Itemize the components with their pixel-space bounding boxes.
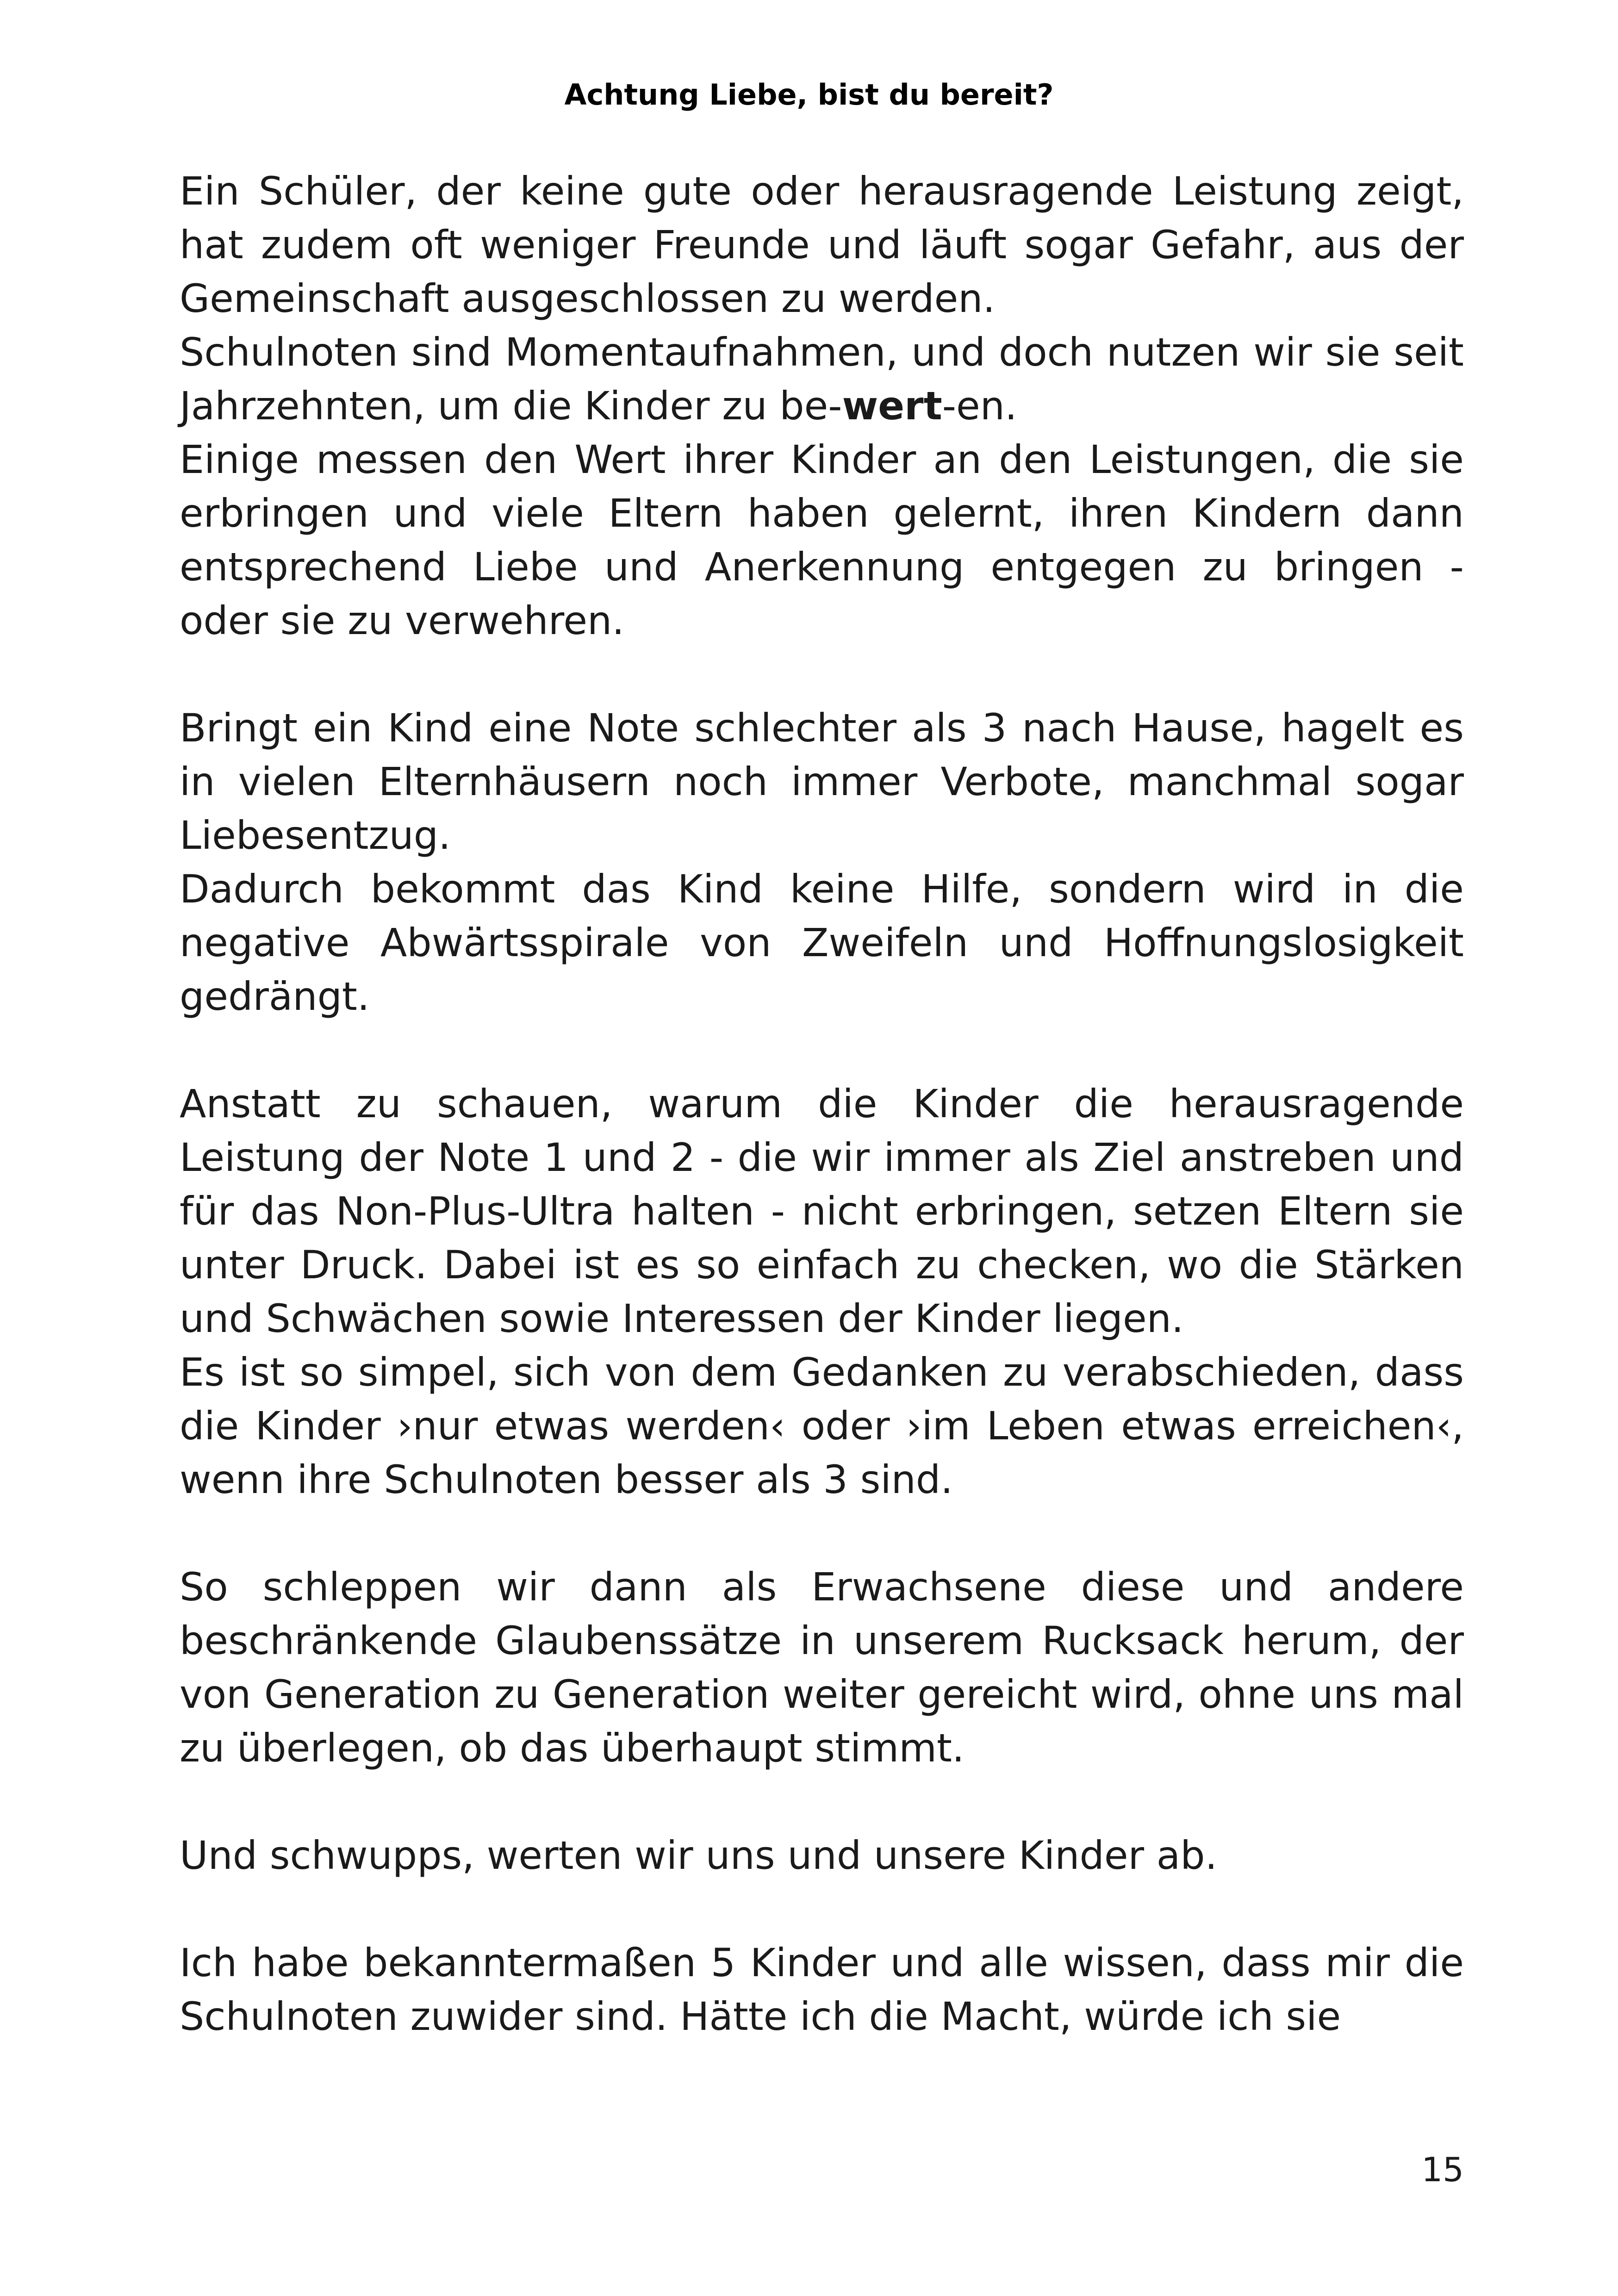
page-number: 15 — [1421, 2150, 1464, 2189]
paragraph-gap — [180, 1882, 1464, 1936]
paragraph — [180, 325, 1464, 433]
text-run: -en. — [942, 383, 1017, 429]
paragraph: Einige messen den Wert ihrer Kinder an den Leistungen, die sie erbringen und viele Eltern haben gelernt, ihren Kindern dann entsprechend Liebe und Anerkennung entgegen zu bringen - oder sie zu verwehren. — [180, 437, 1464, 643]
paragraph: Ich habe bekanntermaßen 5 Kinder und alle wissen, dass mir die Schulnoten zuwider sind. Hätte ich die Macht, würde ich sie — [180, 1940, 1464, 2039]
paragraph-gap — [180, 1023, 1464, 1077]
paragraph: So schleppen wir dann als Erwachsene diese und andere beschränkende Glaubenssätze in unserem Rucksack herum, der von Generation zu Generation weiter gereicht wird, ohne uns mal zu überlegen, ob das überhaupt stimmt. — [180, 1564, 1464, 1771]
paragraph: Anstatt zu schauen, warum die Kinder die herausragende Leistung der Note 1 und 2 - die wir immer als Ziel anstreben und für das Non-Plus-Ultra halten - nicht erbringen, setzen Eltern sie unter Druck. Dabei ist es so einfach zu checken, wo die Stärken und Schwächen sowie Interessen der Kinder liegen. — [180, 1081, 1464, 1341]
body-text — [180, 164, 1464, 2043]
page-title: Achtung Liebe, bist du bereit? — [564, 78, 1054, 112]
paragraph: Es ist so simpel, sich von dem Gedanken zu verabschieden, dass die Kinder ›nur etwas werden‹ oder ›im Leben etwas erreichen‹, wenn ihre Schulnoten besser als 3 sind. — [180, 1350, 1464, 1502]
emphasized-word: wert — [842, 383, 942, 429]
paragraph-gap — [180, 1775, 1464, 1829]
paragraph: Dadurch bekommt das Kind keine Hilfe, sondern wird in die negative Abwärtsspirale von Zweifeln und Hoffnungslosigkeit gedrängt. — [180, 866, 1464, 1019]
paragraph: Ein Schüler, der keine gute oder herausragende Leistung zeigt, hat zudem oft weniger Freunde und läuft sogar Gefahr, aus der Gemeinschaft ausgeschlossen zu werden. — [180, 168, 1464, 321]
text-run: Schulnoten sind Momentaufnahmen, und doch nutzen wir sie seit Jahrzehnten, um die Kinder zu be- — [180, 330, 1464, 429]
paragraph-gap — [180, 1506, 1464, 1560]
paragraph: Bringt ein Kind eine Note schlechter als 3 nach Hause, hagelt es in vielen Elternhäusern noch immer Verbote, manchmal sogar Liebesentzug. — [180, 705, 1464, 858]
paragraph: Und schwupps, werten wir uns und unsere Kinder ab. — [180, 1833, 1218, 1878]
paragraph-gap — [180, 647, 1464, 701]
